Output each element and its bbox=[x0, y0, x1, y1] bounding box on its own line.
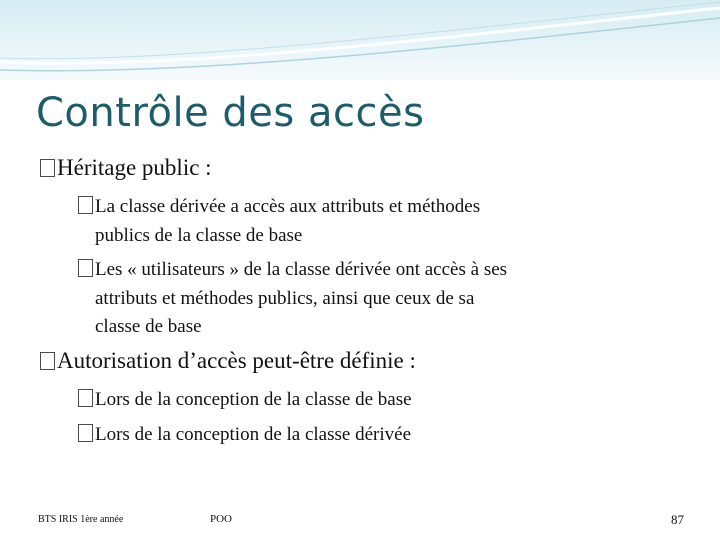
footer-subject: POO bbox=[210, 513, 233, 525]
bullet-box-icon bbox=[40, 159, 55, 177]
bullet-box-icon bbox=[78, 424, 93, 442]
bullet-text: Héritage public : bbox=[57, 155, 212, 180]
bullet-text: Autorisation d’accès peut-être définie : bbox=[57, 348, 416, 373]
slide-title: Contrôle des accès bbox=[36, 90, 425, 136]
bullet-level2 bbox=[78, 259, 507, 281]
bullet-box-icon bbox=[78, 389, 93, 407]
bullet-level2 bbox=[78, 196, 480, 218]
bullet-level2 bbox=[78, 424, 411, 446]
bullet-box-icon bbox=[40, 352, 55, 370]
bullet-text: Les « utilisateurs » de la classe dérivée ont accès à ses bbox=[95, 259, 508, 280]
bullet-text: Lors de la conception de la classe dérivée bbox=[95, 424, 411, 445]
bullet-continuation: attributs et méthodes publics, ainsi que ceux de sa bbox=[95, 288, 475, 309]
bullet-continuation: publics de la classe de base bbox=[95, 225, 303, 246]
bullet-box-icon bbox=[78, 196, 93, 214]
bullet-level1 bbox=[40, 155, 212, 181]
bullet-continuation: classe de base bbox=[95, 316, 202, 337]
bullet-level2 bbox=[78, 389, 412, 411]
decorative-swoosh bbox=[0, 0, 720, 80]
page-number: 87 bbox=[671, 512, 684, 527]
bullet-text: La classe dérivée a accès aux attributs et méthodes bbox=[95, 196, 481, 217]
bullet-level1 bbox=[40, 348, 416, 374]
bullet-box-icon bbox=[78, 259, 93, 277]
bullet-text: Lors de la conception de la classe de base bbox=[95, 389, 412, 410]
footer-course: BTS IRIS 1ère année bbox=[38, 514, 124, 525]
